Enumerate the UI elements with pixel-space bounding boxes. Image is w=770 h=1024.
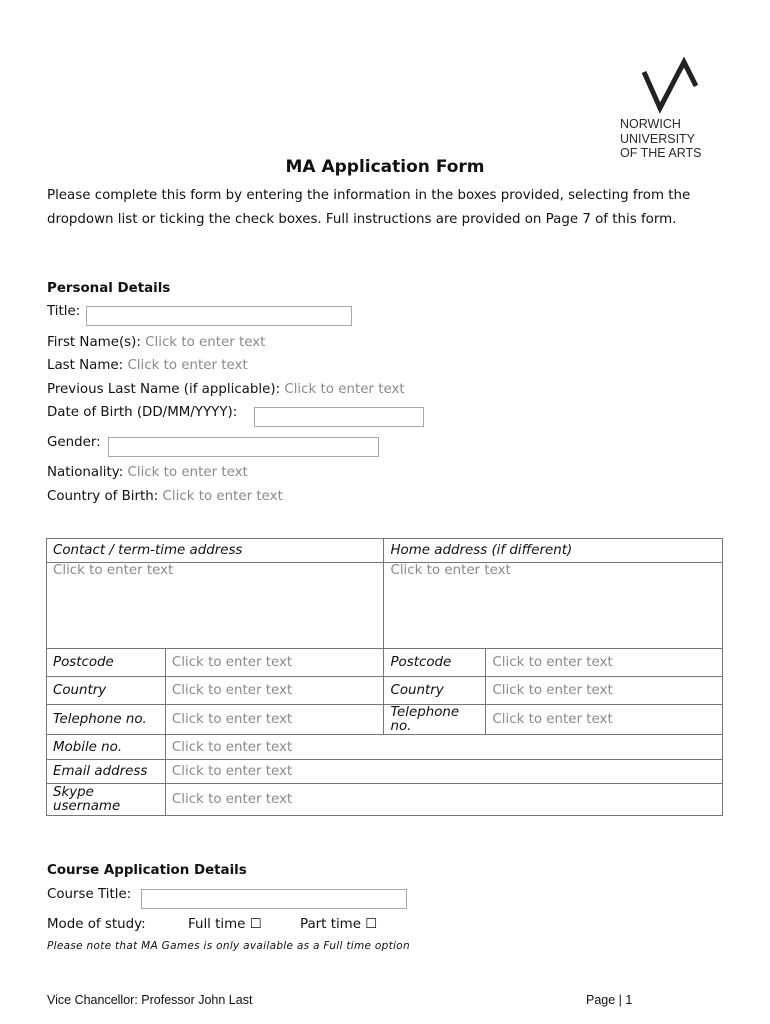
home-address-field[interactable]: Click to enter text: [384, 563, 723, 649]
email-label: Email address: [47, 760, 166, 784]
course-details-heading: Course Application Details: [47, 863, 247, 878]
full-time-checkbox[interactable]: ☐: [249, 917, 262, 932]
country-of-birth-row: [47, 489, 283, 504]
address-table: [46, 538, 723, 816]
page-number: Page | 1: [586, 993, 633, 1007]
contact-telephone-label: Telephone no.: [47, 705, 166, 735]
nationality-label: Nationality:: [47, 465, 124, 480]
home-postcode-field[interactable]: Click to enter text: [486, 649, 723, 677]
intro-paragraph: Please complete this form by entering the information in the boxes provided, selecting from the dropdown list or ticking the check boxes. Full instructions are provided on Page 7 of this form.: [47, 188, 691, 227]
course-title-label: Course Title:: [47, 887, 132, 902]
home-telephone-label: Telephone no.: [384, 705, 486, 735]
skype-field[interactable]: Click to enter text: [165, 784, 722, 816]
part-time-option: [300, 917, 377, 932]
previous-last-name-label: Previous Last Name (if applicable):: [47, 382, 281, 397]
first-name-field[interactable]: Click to enter text: [145, 335, 266, 350]
home-country-field[interactable]: Click to enter text: [486, 677, 723, 705]
course-title-select[interactable]: [141, 889, 407, 909]
contact-address-header: Contact / term-time address: [47, 539, 384, 563]
ma-games-note: Please note that MA Games is only available as a Full time option: [47, 940, 410, 952]
logo-line-3: OF THE ARTS: [620, 146, 702, 160]
university-logo: [600, 56, 740, 114]
contact-country-field[interactable]: Click to enter text: [165, 677, 384, 705]
mobile-label: Mobile no.: [47, 735, 166, 760]
last-name-label: Last Name:: [47, 358, 124, 373]
full-time-option: [188, 917, 262, 932]
logo-line-1: NORWICH: [620, 117, 681, 131]
previous-last-name-row: [47, 382, 405, 397]
logo-wordmark: [620, 117, 702, 161]
title-input[interactable]: [86, 306, 352, 326]
gender-select[interactable]: [108, 437, 379, 457]
skype-label: Skype username: [47, 784, 166, 816]
last-name-field[interactable]: Click to enter text: [127, 358, 248, 373]
part-time-label: Part time: [300, 917, 361, 932]
country-of-birth-field[interactable]: Click to enter text: [162, 489, 283, 504]
first-name-row: [47, 335, 265, 350]
contact-postcode-field[interactable]: Click to enter text: [165, 649, 384, 677]
home-address-header: Home address (if different): [384, 539, 723, 563]
logo-line-2: UNIVERSITY: [620, 131, 696, 146]
contact-telephone-field[interactable]: Click to enter text: [165, 705, 384, 735]
home-telephone-field[interactable]: Click to enter text: [486, 705, 723, 735]
home-postcode-label: Postcode: [384, 649, 486, 677]
contact-address-field[interactable]: Click to enter text: [47, 563, 384, 649]
full-time-label: Full time: [188, 917, 246, 932]
last-name-row: [47, 358, 248, 373]
title-label: Title:: [47, 304, 81, 319]
email-field[interactable]: Click to enter text: [165, 760, 722, 784]
mode-of-study-label: Mode of study:: [47, 917, 146, 932]
gender-label: Gender:: [47, 435, 101, 450]
dob-label: Date of Birth (DD/MM/YYYY):: [47, 405, 238, 420]
previous-last-name-field[interactable]: Click to enter text: [284, 382, 405, 397]
page-title: MA Application Form: [285, 157, 485, 177]
country-of-birth-label: Country of Birth:: [47, 489, 159, 504]
home-country-label: Country: [384, 677, 486, 705]
footer-vice-chancellor: Vice Chancellor: Professor John Last: [47, 993, 253, 1007]
first-name-label: First Name(s):: [47, 335, 141, 350]
nationality-row: [47, 465, 248, 480]
nationality-field[interactable]: Click to enter text: [127, 465, 248, 480]
personal-details-heading: Personal Details: [47, 281, 171, 296]
contact-postcode-label: Postcode: [47, 649, 166, 677]
dob-input[interactable]: [254, 407, 424, 427]
part-time-checkbox[interactable]: ☐: [365, 917, 378, 932]
mobile-field[interactable]: Click to enter text: [165, 735, 722, 760]
contact-country-label: Country: [47, 677, 166, 705]
